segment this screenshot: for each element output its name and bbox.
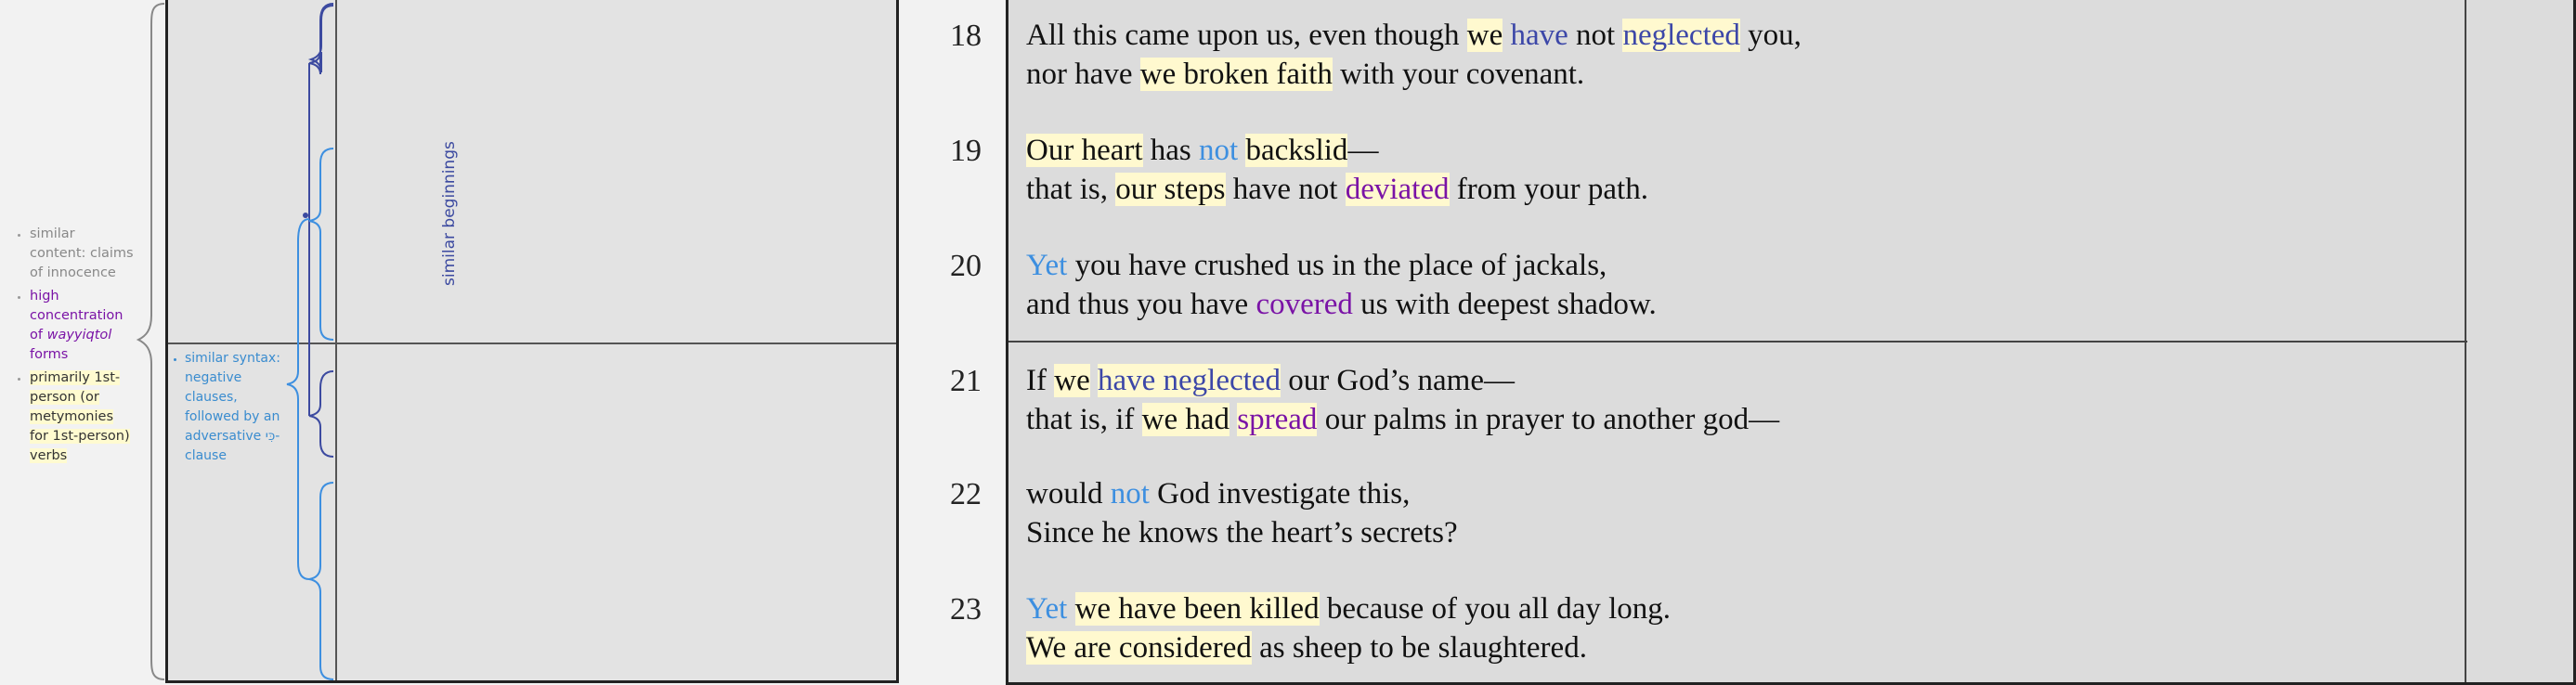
text-segment: covered [1255,288,1353,321]
text-segment: Since he knows the heart’s secrets? [1026,516,1458,549]
text-segment: and thus you have [1026,288,1256,321]
verse-number: 22 [950,477,982,511]
english-line [1026,403,1779,437]
text-segment: have [1510,19,1568,52]
text-segment: neglected [1622,19,1740,52]
text-segment: not [1568,19,1623,52]
text-segment: that is, [1026,173,1116,206]
verse-number: 20 [950,249,982,283]
text-segment [1090,364,1098,397]
bracket-lines [168,0,340,683]
english-line [1026,592,1671,627]
text-segment: because of you all day long. [1319,592,1672,626]
text-segment: with your covenant. [1332,58,1585,91]
text-segment: nor have [1026,58,1140,91]
text-segment [1503,19,1510,52]
verse-number: 23 [950,592,982,627]
text-segment: not [1199,134,1239,167]
text-segment: backslid [1245,134,1348,167]
text-segment: you have crushed us in the place of jackals, [1067,249,1607,282]
text-segment: we had [1141,403,1230,436]
text-segment: — [1347,134,1379,167]
text-segment: we have been killed [1074,592,1320,626]
panel-inner-border [2465,0,2466,682]
english-line [1026,364,1515,398]
text-segment: We are considered [1026,631,1252,665]
text-segment: we [1466,19,1503,52]
text-segment: would [1026,477,1111,511]
text-segment: Yet [1026,592,1068,626]
text-segment: our steps [1115,173,1226,206]
text-segment: our palms in prayer to another god— [1317,403,1780,436]
english-line [1026,631,1587,666]
verse-number: 18 [950,19,982,53]
english-line [1026,516,1458,550]
text-segment: Yet [1026,249,1068,282]
text-segment [1067,592,1074,626]
english-line [1026,249,1607,283]
text-segment: our God’s name— [1280,364,1515,397]
text-segment: God investigate this, [1149,477,1411,511]
text-segment: we [1054,364,1090,397]
text-segment: All this came upon us, even though [1026,19,1467,52]
text-segment: that is, if [1026,403,1142,436]
english-translation-panel [1006,0,2576,685]
hebrew-text-panel [165,0,899,683]
text-segment: deviated [1345,173,1450,206]
section-divider [1008,341,2467,342]
english-line [1026,173,1648,207]
note-similar-content: • similar content: claims of innocence [30,225,134,283]
verse-number: 19 [950,134,982,168]
english-line [1026,58,1584,92]
note-wayyiqtol: • high concentration of wayyiqtol forms [30,287,134,365]
english-line [1026,288,1657,322]
text-segment: not [1110,477,1150,511]
note-first-person: • primarily 1st-person (or metymonies for 1st-person) verbs [30,368,134,466]
english-line [1026,134,1378,168]
text-segment: you, [1739,19,1802,52]
text-segment: as sheep to be slaughtered. [1251,631,1587,665]
text-segment: have not [1225,173,1346,206]
text-segment: have neglected [1097,364,1281,397]
text-segment: from your path. [1449,173,1648,206]
text-segment: has [1142,134,1200,167]
note-similar-syntax: • similar syntax: negative clauses, followed by an adversative כִּי- clause [174,349,283,466]
text-segment: If [1026,364,1055,397]
similar-beginnings-label: similar beginnings [440,141,459,286]
verse-number: 21 [950,364,982,398]
text-segment: we broken faith [1139,58,1333,91]
annotation-list [13,225,134,470]
text-segment: us with deepest shadow. [1352,288,1657,321]
english-line [1026,477,1410,511]
text-segment: Our heart [1026,134,1143,167]
text-segment: spread [1237,403,1318,436]
english-line [1026,19,1802,53]
